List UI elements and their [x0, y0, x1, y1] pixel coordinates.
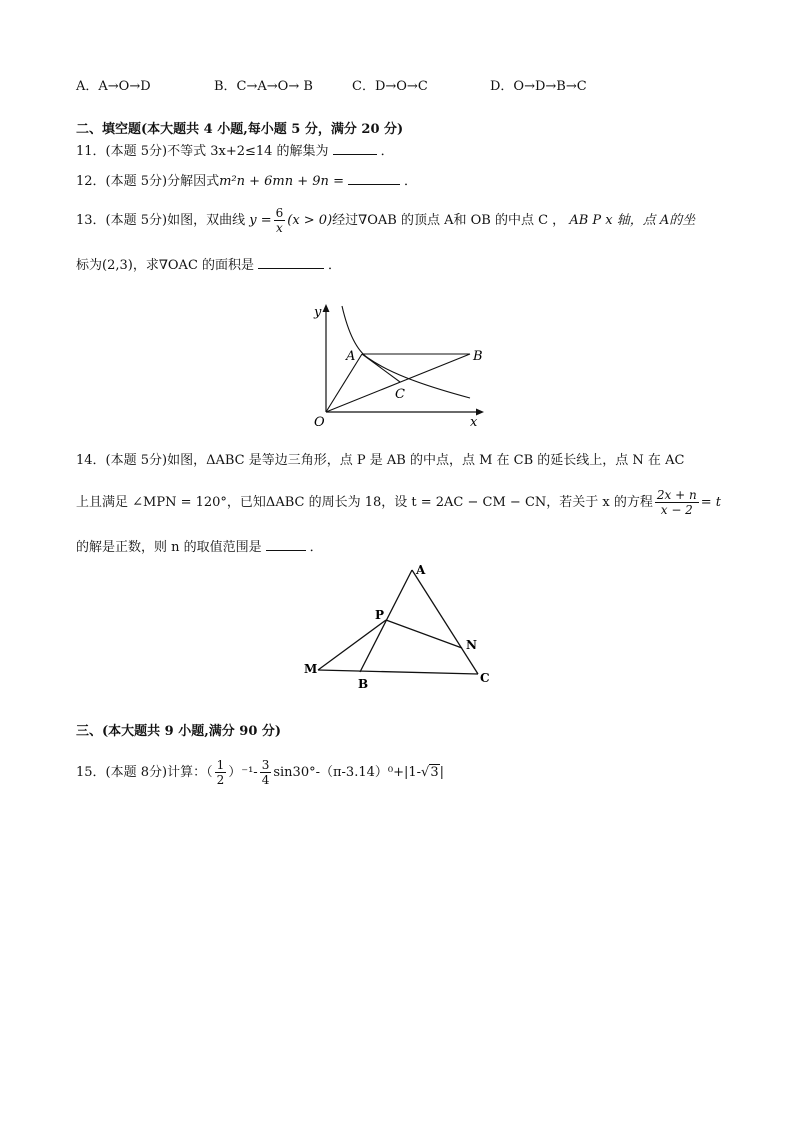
fig13-segment-oa — [326, 354, 362, 412]
q15-close: | — [439, 765, 444, 780]
question-13-line1 — [76, 206, 695, 236]
fig14-segment-mc — [318, 670, 478, 674]
fig13-label-a: A — [346, 349, 356, 364]
q15-sqrt-arg: 3 — [430, 765, 439, 780]
q13-func-lhs: y = — [249, 213, 272, 228]
fig14-label-m: M — [304, 662, 318, 676]
option-a: A．A→O→D — [76, 79, 151, 94]
question-14-line2 — [76, 486, 721, 520]
q13-fraction — [274, 206, 286, 235]
q14-end: ． — [309, 540, 323, 555]
q13-line2: 标为(2,3)，求∇OAC 的面积是 — [76, 258, 255, 273]
fig13-label-x: x — [470, 415, 478, 430]
fig14-segment-pn — [386, 620, 462, 648]
question-13-line2 — [76, 256, 341, 275]
q12-prefix: 12．(本题 5分)分解因式 — [76, 174, 220, 189]
q12-end: ． — [403, 174, 417, 189]
q14-frac-num: 2x + n — [656, 488, 697, 502]
q13-prefix: 13．(本题 5分)如图，双曲线 — [76, 213, 246, 228]
q15-sqrt: √3 — [421, 765, 439, 780]
option-c: C．D→O→C — [352, 79, 428, 94]
q13-answer-blank[interactable] — [258, 256, 324, 269]
question-12 — [76, 172, 417, 191]
fig14-label-n: N — [466, 638, 477, 652]
question-15 — [76, 756, 444, 790]
q13-func-cond: (x > 0) — [287, 213, 333, 228]
fig13-segment-ac — [362, 354, 400, 382]
fig13-y-arrow — [323, 304, 330, 312]
q15-rest: sin30°-（π-3.14）⁰+|1- — [273, 765, 422, 780]
q14-frac-den: x − 2 — [660, 503, 693, 517]
fig13-label-b: B — [473, 349, 483, 364]
question-14-line3 — [76, 538, 323, 557]
q12-answer-blank[interactable] — [348, 172, 400, 185]
q15-fraction — [260, 758, 272, 787]
q15-prefix: 15．(本题 8分)计算：（ — [76, 765, 213, 780]
q10-options — [76, 78, 716, 96]
option-b: B．C→A→O→ B — [214, 79, 313, 94]
q13-frac-den: x — [276, 221, 283, 235]
q11-answer-blank[interactable] — [333, 142, 377, 155]
q15-half-fraction — [215, 758, 227, 787]
fig14-segment-pm — [318, 620, 386, 670]
section3-heading: 三、(本大题共 9 小题,满分 90 分) — [76, 724, 282, 739]
q15-half-den: 2 — [216, 773, 225, 787]
fig14-label-p: P — [375, 608, 385, 622]
q13-mid: 经过∇OAB 的顶点 A和 OB 的中点 C ， — [332, 213, 566, 228]
fig13-hyperbola — [342, 306, 470, 398]
q15-half-num: 1 — [216, 758, 225, 772]
q13-end: ． — [328, 258, 342, 273]
q14-line2: 上且满足 ∠MPN = 120°，已知ΔABC 的周长为 18，设 t = 2AC − CM − CN，若关于 x 的方程 — [76, 495, 653, 510]
q15-frac-den: 4 — [261, 773, 270, 787]
fig14-label-a: A — [416, 563, 426, 577]
fig13-label-y: y — [314, 305, 322, 320]
q14-fraction — [655, 488, 699, 517]
q15-exp-part: ）⁻¹- — [228, 765, 258, 780]
fig13-label-c: C — [395, 387, 405, 402]
figure-14 — [300, 562, 500, 692]
q13-frac-num: 6 — [275, 206, 284, 220]
q14-answer-blank[interactable] — [266, 538, 306, 551]
fig13-label-o: O — [314, 415, 325, 430]
q14-eq-rhs: = t — [700, 495, 721, 510]
fig14-segment-ab — [360, 570, 412, 672]
q11-text: 11．(本题 5分)不等式 3x+2≤14 的解集为 — [76, 144, 329, 159]
figure-13 — [308, 302, 488, 432]
q11-end: ． — [380, 144, 394, 159]
option-d: D．O→D→B→C — [490, 79, 587, 94]
q14-line3: 的解是正数，则 n 的取值范围是 — [76, 540, 262, 555]
question-14-line1: 14．(本题 5分)如图，ΔABC 是等边三角形，点 P 是 AB 的中点，点 M 在 CB 的延长线上，点 N 在 AC — [76, 453, 685, 468]
fig14-label-b: B — [358, 677, 369, 691]
section2-heading: 二、填空题(本大题共 4 小题,每小题 5 分，满分 20 分) — [76, 122, 404, 137]
q12-expression: m²n + 6mn + 9n = — [219, 174, 344, 189]
fig14-label-c: C — [480, 671, 490, 685]
q15-frac-num: 3 — [261, 758, 270, 772]
q13-parallel: AB P x 轴，点 A的坐 — [569, 213, 696, 228]
fig14-segment-ac — [412, 570, 478, 674]
question-11 — [76, 142, 394, 161]
